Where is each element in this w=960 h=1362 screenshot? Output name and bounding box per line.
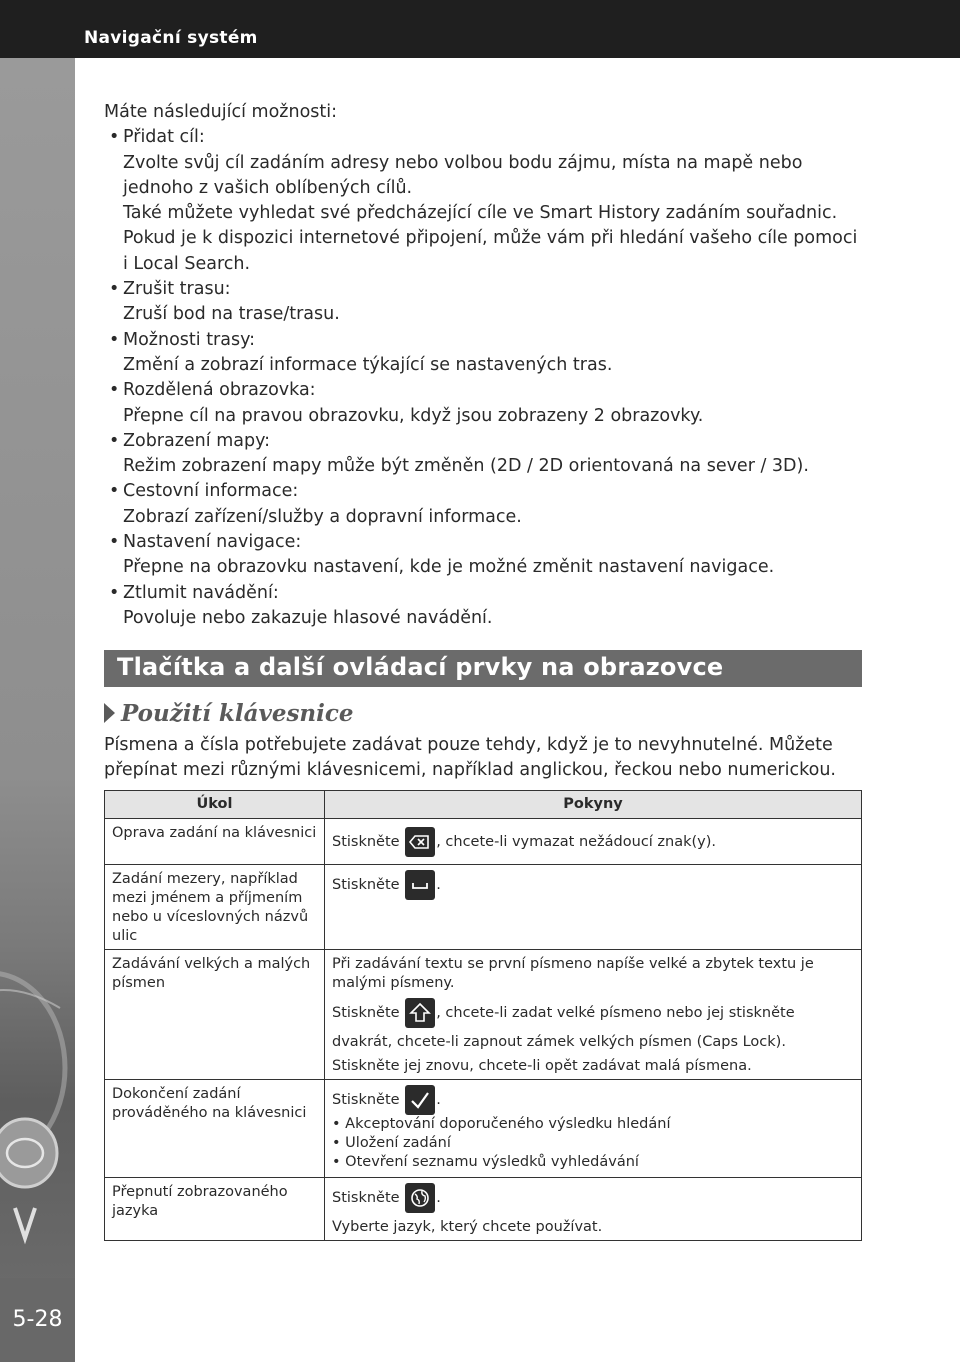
instruction-line	[332, 998, 854, 1028]
press-text: Stiskněte	[332, 834, 400, 850]
option-item	[104, 429, 864, 454]
option-item	[104, 328, 864, 353]
instruction-text: , chcete-li vymazat nežádoucí znak(y).	[436, 834, 717, 850]
press-text: Stiskněte	[332, 877, 400, 893]
option-label: Cestovní informace:	[123, 481, 299, 502]
task-cell: Dokončení zadání prováděného na klávesnici	[105, 1080, 325, 1178]
section-heading-bar	[104, 650, 862, 687]
bullet-icon: •	[109, 279, 120, 300]
bullet-item: • Otevření seznamu výsledků vyhledávání	[332, 1154, 639, 1170]
bullet-icon: •	[109, 481, 120, 502]
bullet-icon: •	[109, 127, 120, 148]
subsection-title: Použití klávesnice	[121, 700, 354, 727]
option-label: Přidat cíl:	[123, 127, 205, 148]
header-title: Navigační systém	[84, 28, 258, 48]
option-item	[104, 530, 864, 555]
press-text: Stiskněte	[332, 1092, 400, 1108]
option-item	[104, 378, 864, 403]
option-description: Zvolte svůj cíl zadáním adresy nebo volbou bodu zájmu, místa na mapě nebo jednoho z vašich oblíbených cílů.	[123, 152, 803, 198]
bullet-item: • Akceptování doporučeného výsledku hledání	[332, 1116, 671, 1132]
option-description: Režim zobrazení mapy může být změněn (2D / 2D orientovaná na sever / 3D).	[123, 456, 809, 477]
section-title: Tlačítka a další ovládací prvky na obrazovce	[117, 653, 724, 681]
header-bar	[0, 0, 960, 58]
option-description: Změní a zobrazí informace týkající se nastavených tras.	[123, 354, 613, 375]
option-label: Ztlumit navádění:	[123, 582, 279, 603]
instructions-cell	[325, 950, 862, 1080]
table-header-task: Úkol	[105, 791, 325, 819]
keyboard-table	[104, 790, 862, 1241]
table-row	[105, 1178, 862, 1241]
space-icon	[405, 870, 435, 900]
press-text: Stiskněte	[332, 1005, 400, 1021]
instruction-text: Při zadávání textu se první písmeno napíše velké a zbytek textu je malými písmeny.	[332, 956, 814, 991]
task-cell: Zadání mezery, například mezi jménem a příjmením nebo u víceslovných názvů ulic	[105, 865, 325, 950]
instructions-cell	[325, 865, 862, 950]
option-label: Nastavení navigace:	[123, 532, 302, 553]
option-description: Také můžete vyhledat své předcházející cíle ve Smart History zadáním souřadnic. Pokud je k dispozici internetové připojení, může vám při hledání vašeho cíle pomoci i Local Search.	[123, 203, 858, 274]
instruction-text: .	[436, 877, 441, 893]
option-label: Zobrazení mapy:	[123, 430, 271, 451]
table-row	[105, 865, 862, 950]
bullet-text: Akceptování doporučeného výsledku hledání	[345, 1116, 671, 1132]
bullet-item: • Uložení zadání	[332, 1135, 451, 1151]
option-description: Povoluje nebo zakazuje hlasové navádění.	[123, 607, 493, 628]
instruction-line	[332, 1183, 854, 1213]
press-text: Stiskněte	[332, 1190, 400, 1206]
options-intro: Máte následující možnosti:	[104, 102, 338, 122]
page-number: 5-28	[12, 1307, 63, 1332]
sidebar	[0, 58, 75, 1362]
option-description: Zruší bod na trase/trasu.	[123, 304, 340, 325]
task-cell: Přepnutí zobrazovaného jazyka	[105, 1178, 325, 1241]
bullet-text: Otevření seznamu výsledků vyhledávání	[345, 1154, 639, 1170]
bullet-icon: •	[109, 329, 120, 350]
table-row	[105, 1080, 862, 1178]
table-header-instructions: Pokyny	[325, 791, 862, 819]
instructions-cell	[325, 1178, 862, 1241]
table-header-row	[105, 791, 862, 819]
instruction-line	[332, 1085, 854, 1115]
bullet-icon: •	[109, 582, 120, 603]
option-item	[104, 479, 864, 504]
task-cell: Zadávání velkých a malých písmen	[105, 950, 325, 1080]
bullet-icon: •	[109, 380, 120, 401]
task-cell: Oprava zadání na klávesnici	[105, 819, 325, 865]
instruction-text: .	[436, 1190, 441, 1206]
options-list	[104, 125, 864, 631]
option-item	[104, 125, 864, 150]
subsection-intro: Písmena a čísla potřebujete zadávat pouze tehdy, když je to nevyhnutelné. Můžete přepínat mezi různými klávesnicemi, například anglickou, řeckou nebo numerickou.	[104, 735, 836, 781]
checkmark-icon	[405, 1085, 435, 1115]
triangle-marker-icon	[104, 703, 115, 723]
subsection-heading	[104, 700, 354, 727]
instructions-cell	[325, 1080, 862, 1178]
globe-icon	[405, 1183, 435, 1213]
steering-wheel-image	[0, 938, 75, 1298]
instruction-text: .	[436, 1092, 441, 1108]
instructions-cell	[325, 819, 862, 865]
option-description: Přepne cíl na pravou obrazovku, když jsou zobrazeny 2 obrazovky.	[123, 405, 704, 426]
option-item	[104, 277, 864, 302]
bullet-text: Uložení zadání	[345, 1135, 451, 1151]
bullet-icon: •	[109, 532, 120, 553]
instruction-text: , chcete-li zadat velké písmeno nebo jej stiskněte	[436, 1005, 795, 1021]
table-row	[105, 819, 862, 865]
instruction-text: Stiskněte jej znovu, chcete-li opět zadávat malá písmena.	[332, 1058, 752, 1074]
instruction-text: dvakrát, chcete-li zapnout zámek velkých písmen (Caps Lock).	[332, 1034, 786, 1050]
bullet-icon: •	[109, 430, 120, 451]
option-item	[104, 581, 864, 606]
option-label: Zrušit trasu:	[123, 279, 231, 300]
option-label: Možnosti trasy:	[123, 329, 256, 350]
shift-icon	[405, 998, 435, 1028]
option-description: Zobrazí zařízení/služby a dopravní informace.	[123, 506, 522, 527]
table-row	[105, 950, 862, 1080]
options-section	[104, 100, 864, 631]
instruction-text: Vyberte jazyk, který chcete používat.	[332, 1219, 603, 1235]
backspace-icon	[405, 827, 435, 857]
option-description: Přepne na obrazovku nastavení, kde je možné změnit nastavení navigace.	[123, 557, 775, 578]
option-label: Rozdělená obrazovka:	[123, 380, 316, 401]
